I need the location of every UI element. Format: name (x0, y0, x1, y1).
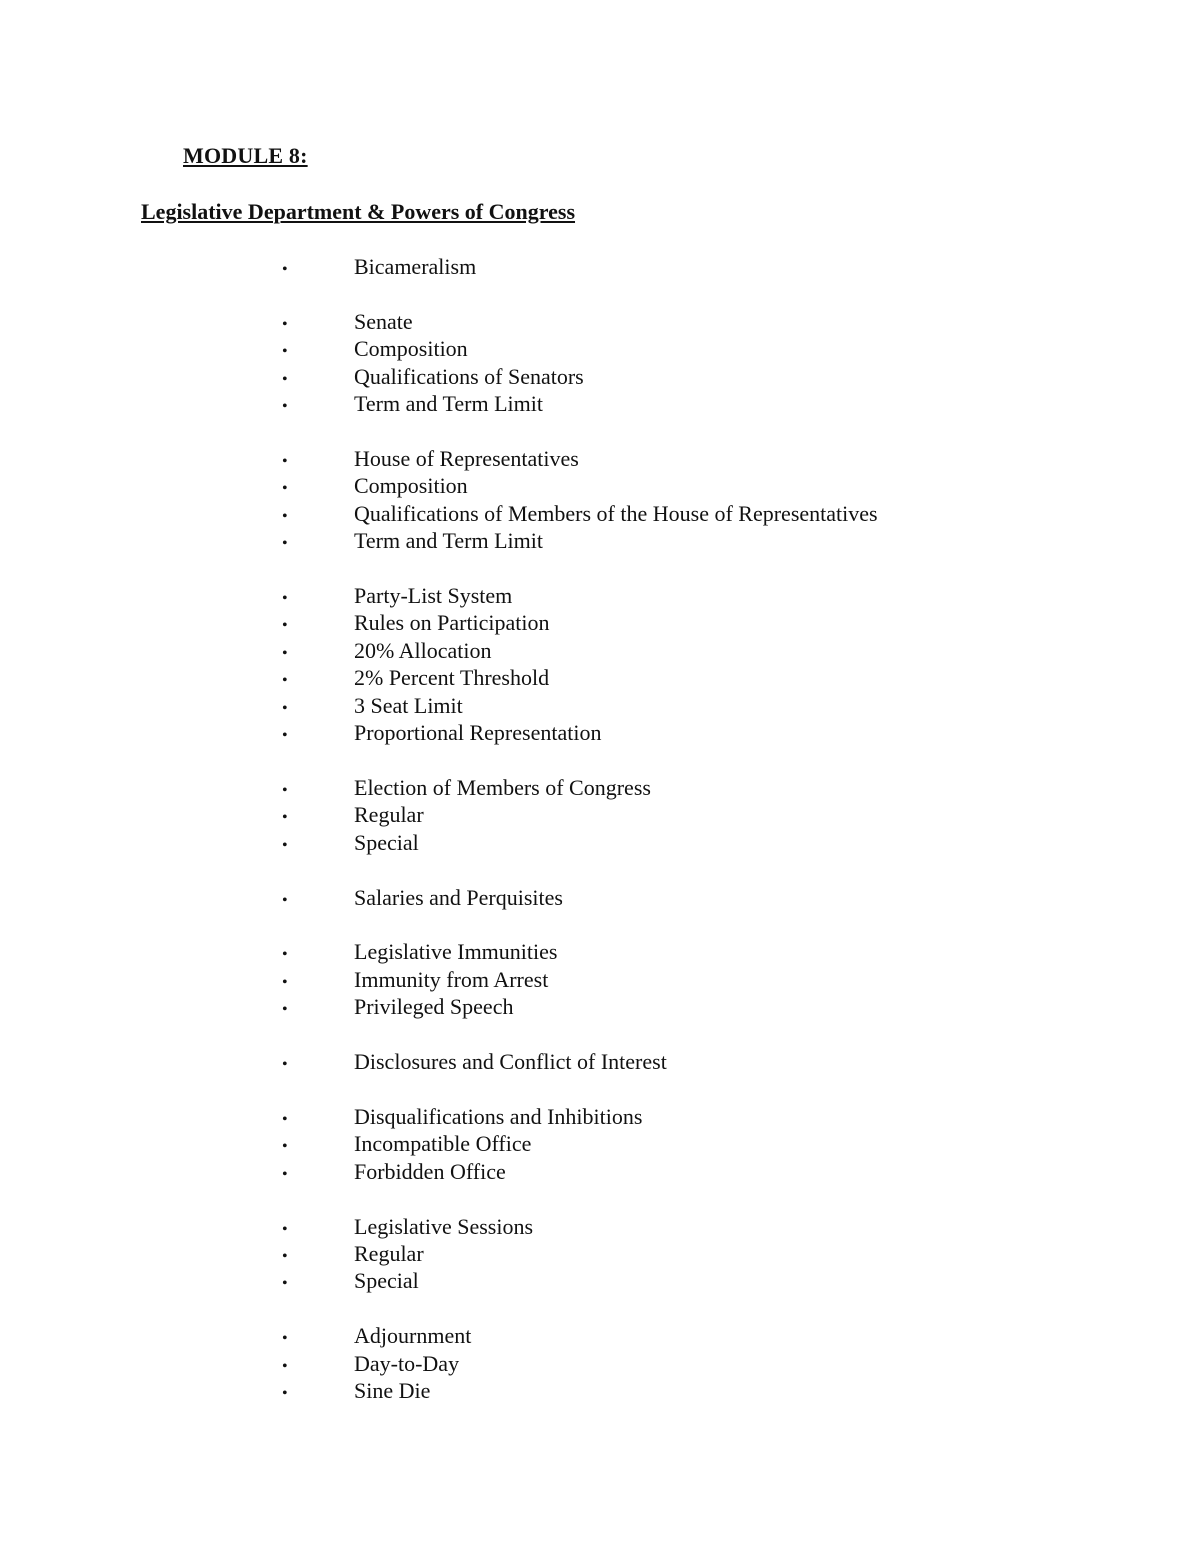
bullet-icon: • (282, 1165, 288, 1183)
list-item-label: Day-to-Day (354, 1350, 460, 1376)
outline-group (280, 1322, 878, 1404)
list-item-label: Special (354, 1268, 419, 1294)
list-item (280, 719, 878, 746)
list-item (280, 472, 878, 499)
list-item (280, 1130, 878, 1157)
bullet-icon: • (282, 1275, 288, 1293)
bullet-icon: • (282, 343, 288, 361)
list-item-label: Term and Term Limit (354, 528, 543, 554)
list-item-label: Party-List System (354, 583, 513, 609)
list-item (280, 774, 878, 801)
outline-group (280, 253, 878, 280)
bullet-icon: • (282, 590, 288, 608)
outline-group (280, 308, 878, 418)
list-item (280, 1048, 878, 1075)
outline-group (280, 1103, 878, 1185)
list-item (280, 801, 878, 828)
outline-group (280, 582, 878, 746)
list-item (280, 692, 878, 719)
list-item-label: 20% Allocation (354, 637, 492, 663)
list-item-label: Immunity from Arrest (354, 966, 549, 992)
bullet-icon: • (282, 315, 288, 333)
bullet-icon: • (282, 726, 288, 744)
list-item (280, 609, 878, 636)
bullet-icon: • (282, 1056, 288, 1074)
bullet-icon: • (282, 535, 288, 553)
list-item-label: Rules on Participation (354, 610, 550, 636)
bullet-icon: • (282, 946, 288, 964)
list-item (280, 335, 878, 362)
list-item (280, 253, 878, 280)
list-item-label: Election of Members of Congress (354, 774, 651, 800)
list-item (280, 1103, 878, 1130)
bullet-icon: • (282, 836, 288, 854)
list-item (280, 993, 878, 1020)
list-item-label: Senate (354, 308, 413, 334)
bullet-icon: • (282, 672, 288, 690)
list-item-label: Salaries and Perquisites (354, 884, 563, 910)
bullet-icon: • (282, 1248, 288, 1266)
bullet-icon: • (282, 809, 288, 827)
list-item (280, 829, 878, 856)
list-item-label: Qualifications of Members of the House of Representatives (354, 500, 878, 526)
bullet-icon: • (282, 1357, 288, 1375)
list-item (280, 938, 878, 965)
bullet-icon: • (282, 1330, 288, 1348)
outline-group (280, 445, 878, 555)
bullet-icon: • (282, 699, 288, 717)
list-item (280, 1213, 878, 1240)
bullet-icon: • (282, 1001, 288, 1019)
list-item (280, 308, 878, 335)
list-item (280, 500, 878, 527)
list-item-label: Sine Die (354, 1378, 431, 1404)
bullet-icon: • (282, 891, 288, 909)
bullet-icon: • (282, 452, 288, 470)
bullet-icon: • (282, 480, 288, 498)
list-item-label: Legislative Immunities (354, 939, 558, 965)
bullet-icon: • (282, 781, 288, 799)
outline-group (280, 938, 878, 1020)
bullet-icon: • (282, 617, 288, 635)
bullet-icon: • (282, 1110, 288, 1128)
list-item (280, 445, 878, 472)
list-item (280, 363, 878, 390)
bullet-icon: • (282, 644, 288, 662)
module-title: MODULE 8: (183, 143, 308, 168)
list-item (280, 884, 878, 911)
outline-group (280, 774, 878, 856)
list-item-label: Legislative Sessions (354, 1213, 534, 1239)
list-item (280, 390, 878, 417)
list-item (280, 1267, 878, 1294)
list-item-label: Regular (354, 1241, 424, 1267)
list-item-label: Disqualifications and Inhibitions (354, 1103, 643, 1129)
list-item (280, 1350, 878, 1377)
list-item-label: Proportional Representation (354, 719, 602, 745)
list-item (280, 582, 878, 609)
list-item-label: Incompatible Office (354, 1131, 532, 1157)
bullet-icon: • (282, 398, 288, 416)
list-item-label: Bicameralism (354, 254, 477, 279)
outline-group (280, 1048, 878, 1075)
document-subtitle: Legislative Department & Powers of Congress (141, 199, 576, 224)
outline-group (280, 1213, 878, 1295)
list-item (280, 1240, 878, 1267)
bullet-icon: • (282, 1220, 288, 1238)
list-item-label: 3 Seat Limit (354, 692, 463, 718)
list-item-label: Composition (354, 336, 468, 362)
list-item-label: Qualifications of Senators (354, 363, 584, 389)
list-item-label: Disclosures and Conflict of Interest (354, 1049, 667, 1075)
outline-group (280, 884, 878, 911)
list-item-label: Special (354, 829, 419, 855)
list-item (280, 664, 878, 691)
bullet-icon: • (282, 973, 288, 991)
list-item-label: Adjournment (354, 1323, 472, 1349)
list-item-label: Privileged Speech (354, 994, 514, 1020)
list-item-label: Regular (354, 802, 424, 828)
bullet-icon: • (282, 1138, 288, 1156)
list-item (280, 1322, 878, 1349)
list-item (280, 1377, 878, 1404)
bullet-icon: • (282, 1385, 288, 1403)
list-item (280, 966, 878, 993)
list-item-label: House of Representatives (354, 445, 579, 471)
list-item-label: Composition (354, 473, 468, 499)
bullet-icon: • (282, 370, 288, 388)
list-item-label: Forbidden Office (354, 1158, 506, 1184)
list-item (280, 637, 878, 664)
bullet-icon: • (282, 261, 288, 278)
list-item-label: Term and Term Limit (354, 391, 543, 417)
list-item (280, 527, 878, 554)
list-item-label: 2% Percent Threshold (354, 665, 550, 691)
bullet-icon: • (282, 507, 288, 525)
list-item (280, 1158, 878, 1185)
topic-outline (280, 253, 878, 1432)
